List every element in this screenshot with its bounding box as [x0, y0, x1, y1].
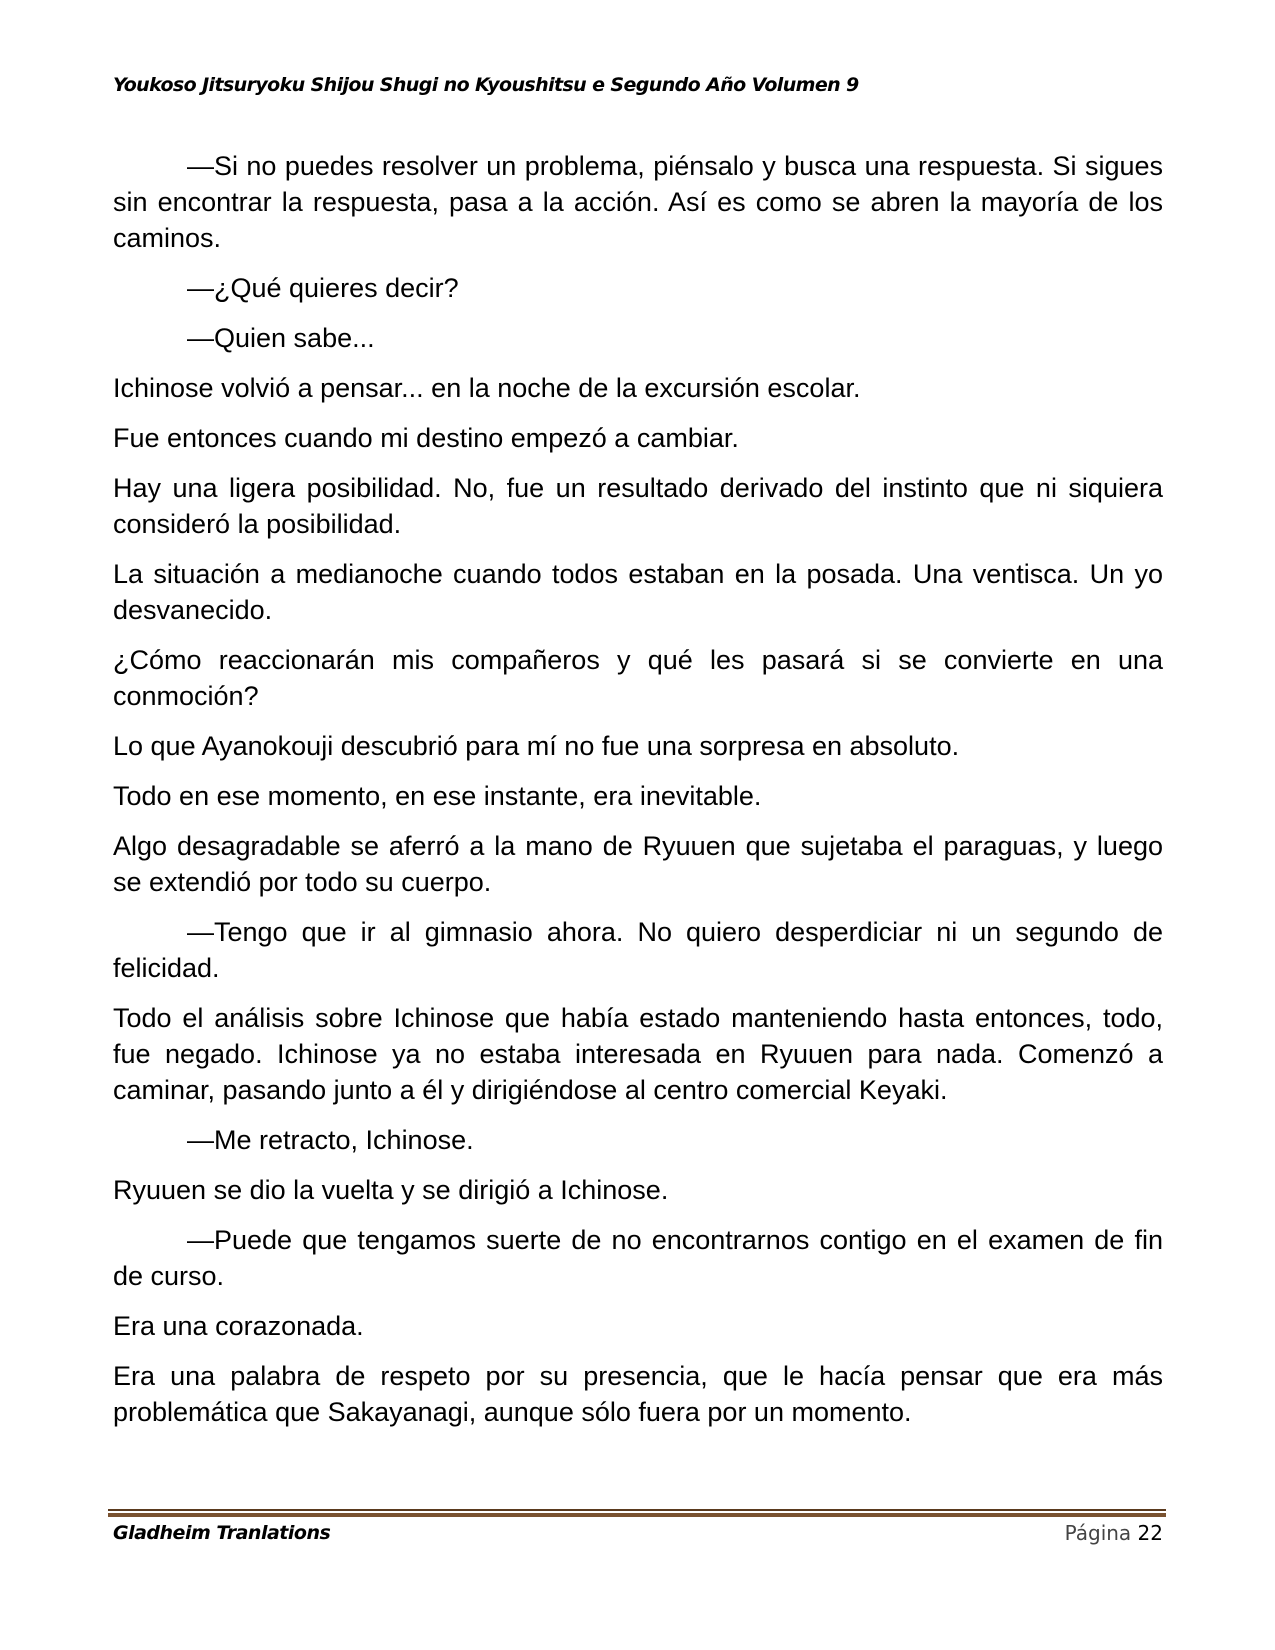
paragraph: Ryuuen se dio la vuelta y se dirigió a Ichinose. [113, 1175, 669, 1205]
footer-divider [108, 1509, 1166, 1519]
footer-publisher: Gladheim Tranlations [113, 1522, 331, 1544]
paragraph: —Si no puedes resolver un problema, piénsalo y busca una respuesta. Si sigues sin encontrar la respuesta, pasa a la acción. Así es como se abren la mayoría de los caminos. [113, 151, 1163, 253]
paragraph: Hay una ligera posibilidad. No, fue un resultado derivado del instinto que ni siquiera consideró la posibilidad. [113, 473, 1163, 539]
paragraph: —Quien sabe... [187, 323, 375, 353]
paragraph: Era una corazonada. [113, 1311, 364, 1341]
page-body [113, 148, 1163, 1444]
paragraph: Todo el análisis sobre Ichinose que había estado manteniendo hasta entonces, todo, fue negado. Ichinose ya no estaba interesada en Ryuuen para nada. Comenzó a caminar, pasando junto a él y dirigiéndose al centro comercial Keyaki. [113, 1003, 1163, 1105]
page-label: Página [1064, 1521, 1132, 1545]
paragraph: —Puede que tengamos suerte de no encontrarnos contigo en el examen de fin de curso. [113, 1225, 1163, 1291]
paragraph: Todo en ese momento, en ese instante, era inevitable. [113, 781, 762, 811]
paragraph: Algo desagradable se aferró a la mano de Ryuuen que sujetaba el paraguas, y luego se extendió por todo su cuerpo. [113, 831, 1163, 897]
paragraph: La situación a medianoche cuando todos estaban en la posada. Una ventisca. Un yo desvanecido. [113, 559, 1163, 625]
paragraph: Ichinose volvió a pensar... en la noche de la excursión escolar. [113, 373, 861, 403]
paragraph: —¿Qué quieres decir? [187, 273, 459, 303]
page-number-value: 22 [1137, 1521, 1163, 1545]
paragraph: Fue entonces cuando mi destino empezó a cambiar. [113, 423, 739, 453]
paragraph: —Tengo que ir al gimnasio ahora. No quiero desperdiciar ni un segundo de felicidad. [113, 917, 1163, 983]
paragraph: Era una palabra de respeto por su presencia, que le hacía pensar que era más problemática que Sakayanagi, aunque sólo fuera por un momento. [113, 1361, 1163, 1427]
footer-divider-thin-line [108, 1509, 1166, 1511]
footer-divider-thick-line [108, 1513, 1166, 1517]
paragraph: —Me retracto, Ichinose. [187, 1125, 474, 1155]
paragraph: ¿Cómo reaccionarán mis compañeros y qué les pasará si se convierte en una conmoción? [113, 645, 1163, 711]
page-number [1065, 1521, 1163, 1545]
paragraph: Lo que Ayanokouji descubrió para mí no fue una sorpresa en absoluto. [113, 731, 960, 761]
running-header: Youkoso Jitsuryoku Shijou Shugi no Kyoushitsu e Segundo Año Volumen 9 [113, 74, 859, 96]
